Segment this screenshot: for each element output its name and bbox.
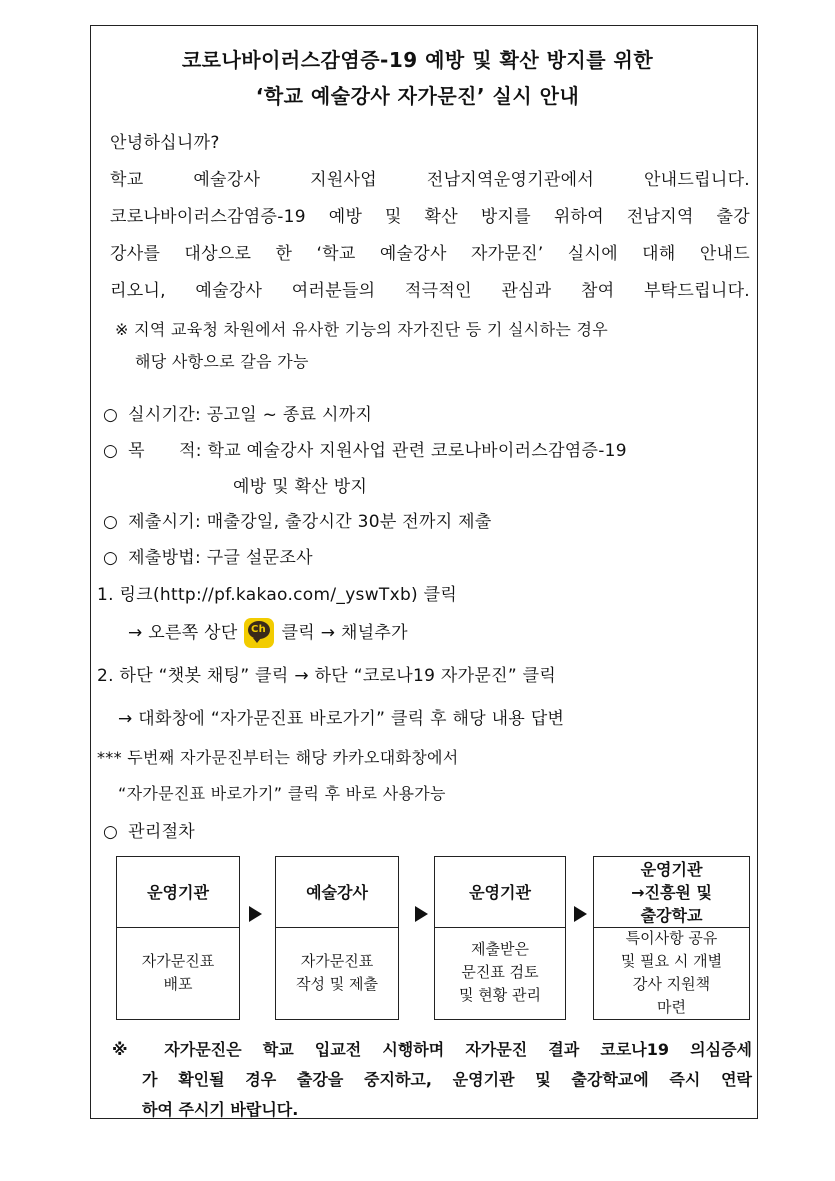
warning-line-2: 가 확인될 경우 출강을 중지하고, 운영기관 및 출강학교에 즉시 연락 xyxy=(142,1070,752,1089)
triangle-arrow-icon xyxy=(415,906,428,922)
method-item xyxy=(103,543,313,568)
title-line-2: ‘학교 예술강사 자가문진’ 실시 안내 xyxy=(255,84,580,108)
step-1-sub-b: 클릭 → 채널추가 xyxy=(281,623,408,643)
step-1-sub xyxy=(128,618,408,648)
flow-box-3 xyxy=(434,856,566,1020)
flow-box-3-body: 제출받은 문진표 검토 및 현황 관리 xyxy=(459,940,541,1004)
kakao-icon-label: Ch xyxy=(248,621,270,639)
intro-line-1: 학교 예술강사 지원사업 전남지역운영기관에서 안내드립니다. xyxy=(110,170,750,190)
purpose-text: 목 적: 학교 예술강사 지원사업 관련 코로나바이러스감염증-19 xyxy=(128,441,627,461)
note-line-2: 해당 사항으로 갈음 가능 xyxy=(135,352,309,371)
step-2: 2. 하단 “챗봇 채팅” 클릭 → 하단 “코로나19 자가문진” 클릭 xyxy=(97,666,557,686)
step-1-sub-a: → 오른쪽 상단 xyxy=(128,623,238,643)
purpose-item xyxy=(103,436,627,461)
step-2-sub: → 대화창에 “자가문진표 바로가기” 클릭 후 해당 내용 답변 xyxy=(118,709,565,729)
warning-notice xyxy=(112,1035,752,1125)
management-item xyxy=(103,817,195,842)
flow-box-2-head: 예술강사 xyxy=(276,857,398,928)
note-line-1: ※ 지역 교육청 차원에서 유사한 기능의 자가진단 등 기 실시하는 경우 xyxy=(115,320,608,339)
purpose-continued: 예방 및 확산 방지 xyxy=(233,477,368,497)
flow-box-4-body: 특이사항 공유 및 필요 시 개별 강사 지원책 마련 xyxy=(620,928,723,1016)
intro-line-3: 강사를 대상으로 한 ‘학교 예술강사 자가문진’ 실시에 대해 안내드 xyxy=(110,244,750,264)
kakao-channel-icon xyxy=(244,618,274,648)
period-text: 실시기간: 공고일 ~ 종료 시까지 xyxy=(128,405,373,425)
flow-box-3-head: 운영기관 xyxy=(435,857,565,928)
intro-line-2: 코로나바이러스감염증-19 예방 및 확산 방지를 위하여 전남지역 출강 xyxy=(110,207,750,227)
warning-line-3: 하여 주시기 바랍니다. xyxy=(142,1100,299,1119)
flow-box-1-head: 운영기관 xyxy=(117,857,239,928)
period-item xyxy=(103,400,372,425)
timing-item xyxy=(103,507,492,532)
flow-box-4 xyxy=(593,856,750,1020)
flow-box-2 xyxy=(275,856,399,1020)
title-line-1: 코로나바이러스감염증-19 예방 및 확산 방지를 위한 xyxy=(181,48,654,72)
repeat-line-1: *** 두번째 자가문진부터는 해당 카카오대화창에서 xyxy=(97,748,459,767)
repeat-line-2: “자가문진표 바로가기” 클릭 후 바로 사용가능 xyxy=(118,784,446,803)
warning-line-1: ※ 자가문진은 학교 입교전 시행하며 자가문진 결과 코로나19 의심증세 xyxy=(112,1040,752,1059)
flow-box-4-head: 운영기관 →진흥원 및 출강학교 xyxy=(594,857,749,928)
intro-line-4: 리오니, 예술강사 여러분들의 적극적인 관심과 참여 부탁드립니다. xyxy=(110,281,750,301)
method-text: 제출방법: 구글 설문조사 xyxy=(128,548,313,568)
flow-box-1-body: 자가문진표 배포 xyxy=(141,951,215,993)
flow-box-2-body: 자가문진표 작성 및 제출 xyxy=(296,951,378,993)
triangle-arrow-icon xyxy=(574,906,587,922)
greeting: 안녕하십니까? xyxy=(110,133,220,153)
triangle-arrow-icon xyxy=(249,906,262,922)
step-1: 1. 링크(http://pf.kakao.com/_yswTxb) 클릭 xyxy=(97,585,458,605)
timing-text: 제출시기: 매출강일, 출강시간 30분 전까지 제출 xyxy=(128,512,492,532)
management-text: 관리절차 xyxy=(128,822,196,842)
flow-box-1 xyxy=(116,856,240,1020)
